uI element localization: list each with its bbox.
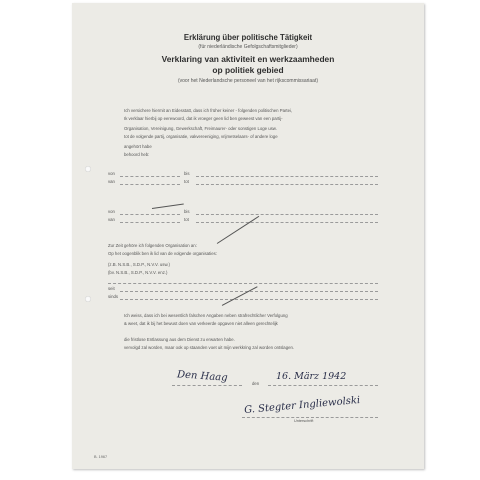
strike-mark-3 <box>222 286 258 305</box>
entry-line-2d <box>196 222 378 223</box>
form-code: B. 1967 <box>94 455 108 459</box>
date-handwritten: 16. März 1942 <box>276 371 347 382</box>
sinds-label: sinds <box>108 294 119 299</box>
signature-line <box>242 417 378 418</box>
paragraph-6-nl: & weet, dat ik bij het bewust doen van verkeerde opgaven niet alleen gerechtelijk <box>124 321 278 326</box>
von-label-2: von <box>108 209 115 214</box>
entry-line-1b <box>196 176 378 177</box>
paragraph-2-de: Organisation, Vereinigung, Gewerkschaft, Freimaurer- oder sonstigen Loge usw. <box>124 126 277 131</box>
german-subtitle: (für niederländische Gefolgschaftsmitglieder) <box>198 44 298 50</box>
signature-handwritten: G. Stegter Ingliewolski <box>243 394 361 417</box>
paragraph-1-nl: Ik verklaar hierbij op eerewoord, dat ik vroeger geen lid ben geweest van een partij- <box>124 116 283 121</box>
strike-mark-1 <box>152 204 184 209</box>
entry-line-2b <box>196 214 378 215</box>
den-label: den <box>252 381 260 386</box>
paragraph-2-nl: tot de volgende partij, organisatie, vakvereeniging, vrijmetselaars- of andere loge <box>124 134 278 139</box>
von-label-1: von <box>108 171 115 176</box>
tot-label-2: tot <box>184 217 189 222</box>
paragraph-5-nl: (bv. N.S.B., S.D.P., N.V.V. enz.) <box>108 270 168 275</box>
tot-label-1: tot <box>184 179 189 184</box>
paragraph-7-nl: vervolgd zal worden, maar ook op staanden voet uit mijn werkkring zal worden ontslagen. <box>124 345 295 350</box>
seit-label: seit <box>108 286 115 291</box>
paragraph-4-de: Zur Zeit gehöre ich folgenden Organisation an: <box>108 243 197 248</box>
entry-line-2c <box>120 222 180 223</box>
dutch-subtitle: (voor het Nederlandsche personeel van het rijkscommissariaat) <box>177 78 319 84</box>
van-label-2: van <box>108 217 115 222</box>
place-line <box>172 385 242 386</box>
entry-line-2a <box>120 214 180 215</box>
paragraph-1-de: Ich versichere hiermit an Eidesstatt, dass ich früher keiner - folgenden politischen Partei, <box>124 108 293 113</box>
dutch-title-line-1: Verklaring van aktiviteit en werkzaamheden <box>161 54 335 64</box>
entry-line-1c <box>120 184 180 185</box>
entry-line-1d <box>196 184 378 185</box>
entry-line-5 <box>120 299 378 300</box>
paragraph-3-de: angehört habe <box>124 144 152 149</box>
unterschrift-label: Unterschrift <box>294 419 314 423</box>
place-handwritten: Den Haag <box>176 369 228 384</box>
dutch-title-line-2: op politiek gebied <box>212 65 284 75</box>
paragraph-3-nl: behoord heb: <box>124 152 150 157</box>
entry-line-1a <box>120 176 180 177</box>
german-title: Erklärung über politische Tätigkeit <box>183 33 313 42</box>
punch-hole-bottom <box>85 296 91 302</box>
paragraph-7-de: die fristlose Entlassung aus dem Dienst zu erwarten habe. <box>124 337 235 342</box>
bis-label-1: bis <box>184 171 190 176</box>
paragraph-5-de: (z.B. N.S.B., S.D.P., N.V.V. usw.) <box>108 262 170 267</box>
paragraph-6-de: Ich weiss, dass ich bei wesentlich falschen Angaben neben strafrechtlicher Verfolgung <box>124 313 288 318</box>
document-page <box>72 3 424 469</box>
punch-hole-top <box>85 166 91 172</box>
strike-mark-2 <box>217 216 259 244</box>
paragraph-4-nl: Op het oogenblik ben ik lid van de volgende organisaties: <box>108 251 217 256</box>
entry-line-3 <box>108 283 378 284</box>
date-line <box>268 385 378 386</box>
van-label-1: van <box>108 179 115 184</box>
bis-label-2: bis <box>184 209 190 214</box>
